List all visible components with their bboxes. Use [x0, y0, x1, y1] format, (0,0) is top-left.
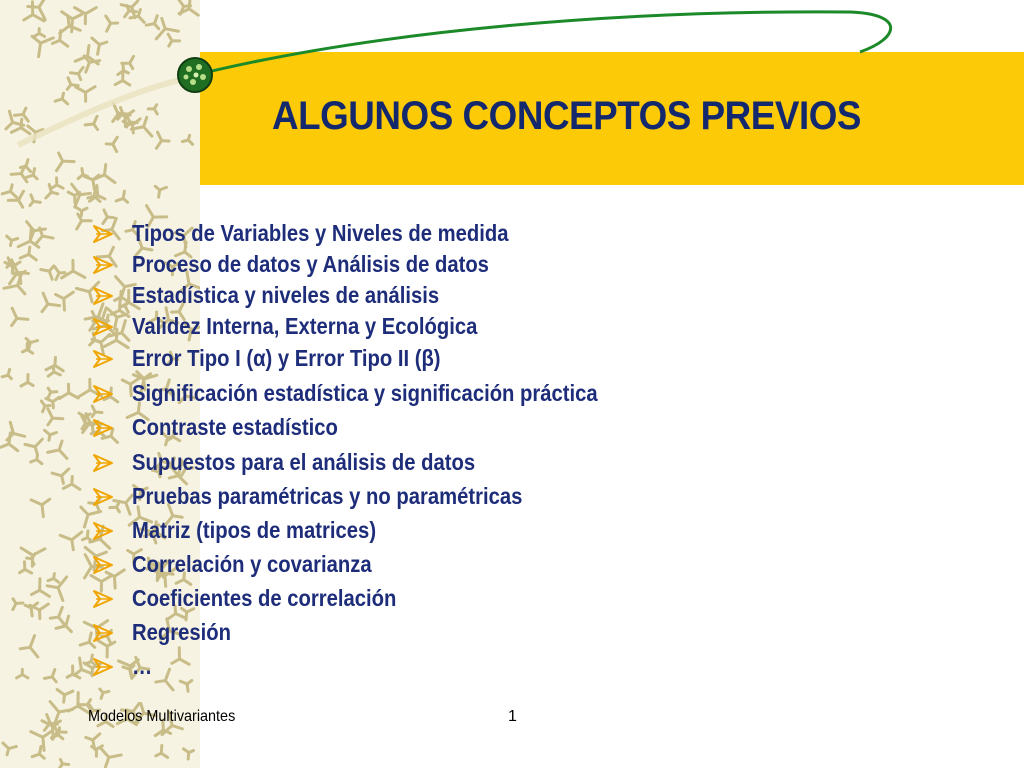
bullet-text: Error Tipo I (α) y Error Tipo II (β): [132, 345, 441, 371]
bullet-item: [92, 653, 852, 683]
bullet-item: [92, 483, 852, 513]
bullet-item: [92, 517, 852, 547]
bullet-item: [92, 380, 852, 410]
bullet-text: Coeficientes de correlación: [132, 585, 397, 611]
arrowhead-bullet-icon: [92, 418, 114, 438]
bullet-text: Regresión: [132, 619, 231, 645]
arrowhead-bullet-icon: [92, 317, 114, 337]
arrowhead-bullet-icon: [92, 555, 114, 575]
bullet-item: [92, 313, 852, 343]
bullet-text: Supuestos para el análisis de datos: [132, 449, 476, 475]
bullet-text: Estadística y niveles de análisis: [132, 282, 440, 308]
bullet-text: Proceso de datos y Análisis de datos: [132, 251, 489, 277]
bullet-item: [92, 251, 852, 281]
bullet-text: Correlación y covarianza: [132, 551, 372, 577]
bullet-text: Tipos de Variables y Niveles de medida: [132, 220, 509, 246]
bullet-item: [92, 619, 852, 649]
bullet-text: Significación estadística y significación práctica: [132, 380, 598, 406]
bullet-item: [92, 585, 852, 615]
slide-title: ALGUNOS CONCEPTOS PREVIOS: [272, 94, 861, 138]
bullet-item: [92, 282, 852, 312]
arrowhead-bullet-icon: [92, 255, 114, 275]
arrowhead-bullet-icon: [92, 224, 114, 244]
bullet-text: Contraste estadístico: [132, 414, 338, 440]
bullet-item: [92, 414, 852, 444]
arrowhead-bullet-icon: [92, 453, 114, 473]
arrowhead-bullet-icon: [92, 384, 114, 404]
bullet-item: [92, 551, 852, 581]
bullet-text: Pruebas paramétricas y no paramétricas: [132, 483, 523, 509]
arrowhead-bullet-icon: [92, 657, 114, 677]
arrowhead-bullet-icon: [92, 623, 114, 643]
arrowhead-bullet-icon: [92, 521, 114, 541]
bullet-text: Validez Interna, Externa y Ecológica: [132, 313, 478, 339]
bullet-item: [92, 449, 852, 479]
arrowhead-bullet-icon: [92, 487, 114, 507]
bullet-item: [92, 220, 852, 250]
bullet-text: Matriz (tipos de matrices): [132, 517, 377, 543]
bullet-text: …: [132, 653, 153, 679]
arrowhead-bullet-icon: [92, 286, 114, 306]
footer-course-name: Modelos Multivariantes: [88, 708, 236, 725]
bullet-item: [92, 345, 852, 375]
footer-page-number: 1: [508, 708, 517, 725]
arrowhead-bullet-icon: [92, 589, 114, 609]
arrowhead-bullet-icon: [92, 349, 114, 369]
